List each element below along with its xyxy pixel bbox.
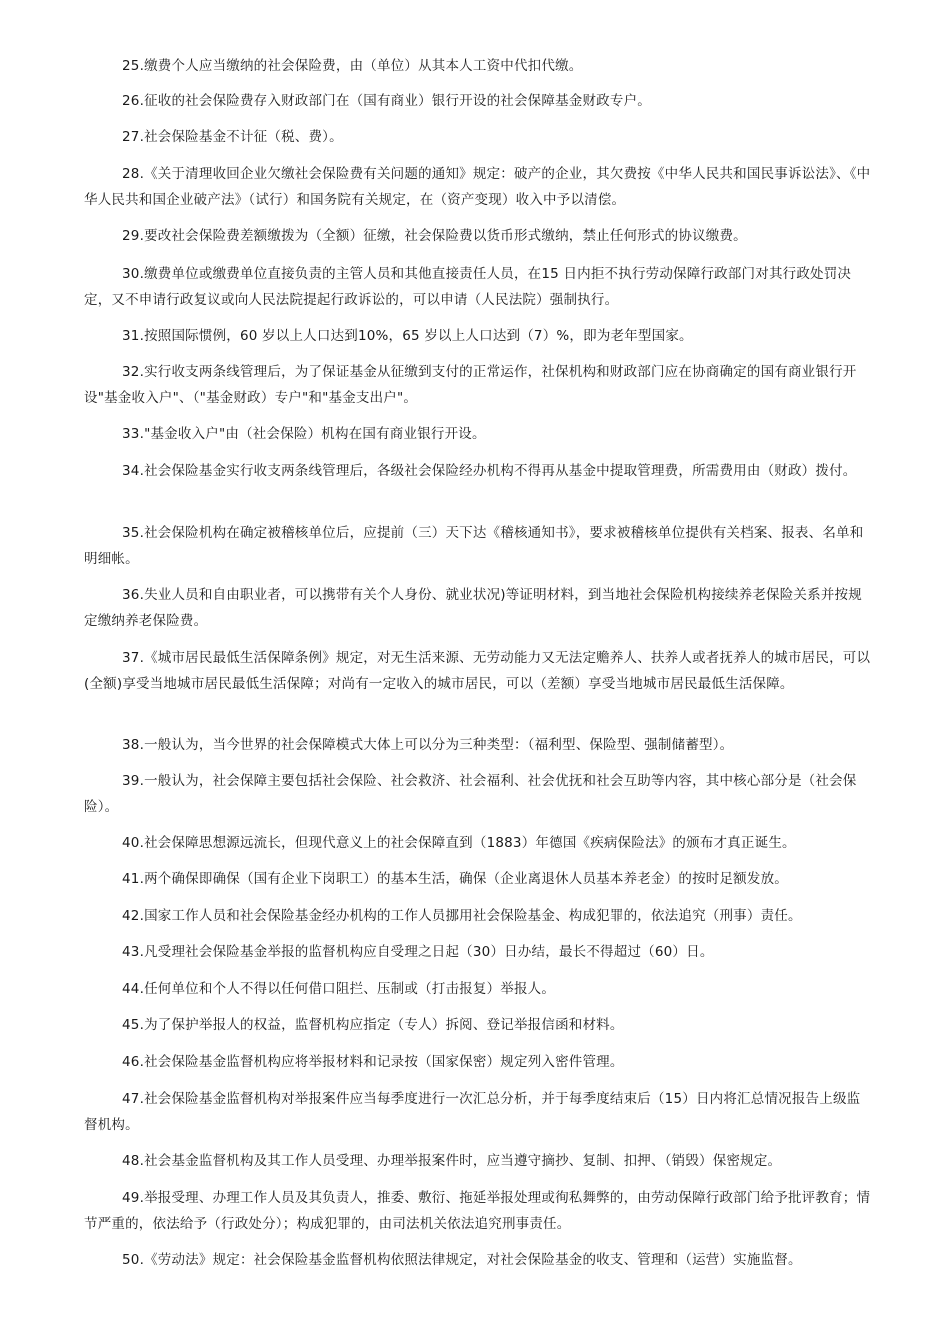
item-32: 32.实行收支两条线管理后，为了保证基金从征缴到支付的正常运作，社保机构和财政部门应在协商确定的国有商业银行开设"基金收入户"、（"基金财政）专户"和"基金支出户"。 bbox=[84, 364, 857, 406]
item-50: 50.《劳动法》规定：社会保险基金监督机构依照法律规定，对社会保险基金的收支、管理和（运营）实施监督。 bbox=[122, 1252, 802, 1268]
item-44: 44.任何单位和个人不得以任何借口阻拦、压制或（打击报复）举报人。 bbox=[122, 981, 556, 997]
item-40: 40.社会保障思想源远流长，但现代意义上的社会保障直到（1883）年德国《疾病保险法》的颁布才真正诞生。 bbox=[122, 835, 796, 851]
item-30: 30.缴费单位或缴费单位直接负责的主管人员和其他直接责任人员，在15 日内拒不执行劳动保障行政部门对其行政处罚决定，又不申请行政复议或向人民法院提起行政诉讼的，可以申请（人民法院）强制执行。 bbox=[84, 266, 852, 308]
item-39: 39.一般认为，社会保障主要包括社会保险、社会救济、社会福利、社会优抚和社会互助等内容，其中核心部分是（社会保险）。 bbox=[84, 773, 857, 815]
item-43: 43.凡受理社会保险基金举报的监督机构应自受理之日起（30）日办结，最长不得超过（60）日。 bbox=[122, 944, 714, 960]
item-29: 29.要改社会保险费差额缴拨为（全额）征缴，社会保险费以货币形式缴纳，禁止任何形式的协议缴费。 bbox=[122, 228, 747, 244]
item-38: 38.一般认为，当今世界的社会保障模式大体上可以分为三种类型：（福利型、保险型、强制储蓄型）。 bbox=[122, 737, 734, 753]
item-47: 47.社会保险基金监督机构对举报案件应当每季度进行一次汇总分析，并于每季度结束后（15）日内将汇总情况报告上级监督机构。 bbox=[84, 1091, 861, 1133]
item-46: 46.社会保险基金监督机构应将举报材料和记录按（国家保密）规定列入密件管理。 bbox=[122, 1054, 624, 1070]
item-42: 42.国家工作人员和社会保险基金经办机构的工作人员挪用社会保险基金、构成犯罪的，依法追究（刑事）责任。 bbox=[122, 908, 802, 924]
item-36: 36.失业人员和自由职业者，可以携带有关个人身份、就业状况)等证明材料，到当地社会保险机构接续养老保险关系并按规定缴纳养老保险费。 bbox=[84, 587, 862, 629]
item-26: 26.征收的社会保险费存入财政部门在（国有商业）银行开设的社会保障基金财政专户。 bbox=[122, 93, 651, 109]
item-48: 48.社会基金监督机构及其工作人员受理、办理举报案件时，应当遵守摘抄、复制、扣押、（销毁）保密规定。 bbox=[122, 1153, 782, 1169]
item-35: 35.社会保险机构在确定被稽核单位后，应提前（三）天下达《稽核通知书》，要求被稽核单位提供有关档案、报表、名单和明细帐。 bbox=[84, 525, 864, 567]
item-34: 34.社会保险基金实行收支两条线管理后，各级社会保险经办机构不得再从基金中提取管理费，所需费用由（财政）拨付。 bbox=[122, 463, 857, 479]
item-28: 28.《关于清理收回企业欠缴社会保险费有关问题的通知》规定：破产的企业，其欠费按《中华人民共和国民事诉讼法》、《中华人民共和国企业破产法》（试行）和国务院有关规定，在（资产变现）收入中予以清偿。 bbox=[84, 166, 871, 208]
item-37: 37.《城市居民最低生活保障条例》规定，对无生活来源、无劳动能力又无法定赡养人、扶养人或者抚养人的城市居民，可以(全额)享受当地城市居民最低生活保障；对尚有一定收入的城市居民，可以（差额）享受当地城市居民最低生活保障。 bbox=[84, 650, 871, 692]
item-49: 49.举报受理、办理工作人员及其负责人，推委、敷衍、拖延举报处理或徇私舞弊的，由劳动保障行政部门给予批评教育；情节严重的，依法给予（行政处分）；构成犯罪的，由司法机关依法追究刑事责任。 bbox=[84, 1190, 871, 1232]
item-31: 31.按照国际惯例，60 岁以上人口达到10%，65 岁以上人口达到（7）%，即为老年型国家。 bbox=[122, 328, 693, 344]
item-41: 41.两个确保即确保（国有企业下岗职工）的基本生活，确保（企业离退休人员基本养老金）的按时足额发放。 bbox=[122, 871, 788, 887]
item-33: 33."基金收入户"由（社会保险）机构在国有商业银行开设。 bbox=[122, 426, 486, 442]
item-25: 25.缴费个人应当缴纳的社会保险费，由（单位）从其本人工资中代扣代缴。 bbox=[122, 58, 583, 74]
item-27: 27.社会保险基金不计征（税、费）。 bbox=[122, 129, 343, 145]
item-45: 45.为了保护举报人的权益，监督机构应指定（专人）拆阅、登记举报信函和材料。 bbox=[122, 1017, 624, 1033]
